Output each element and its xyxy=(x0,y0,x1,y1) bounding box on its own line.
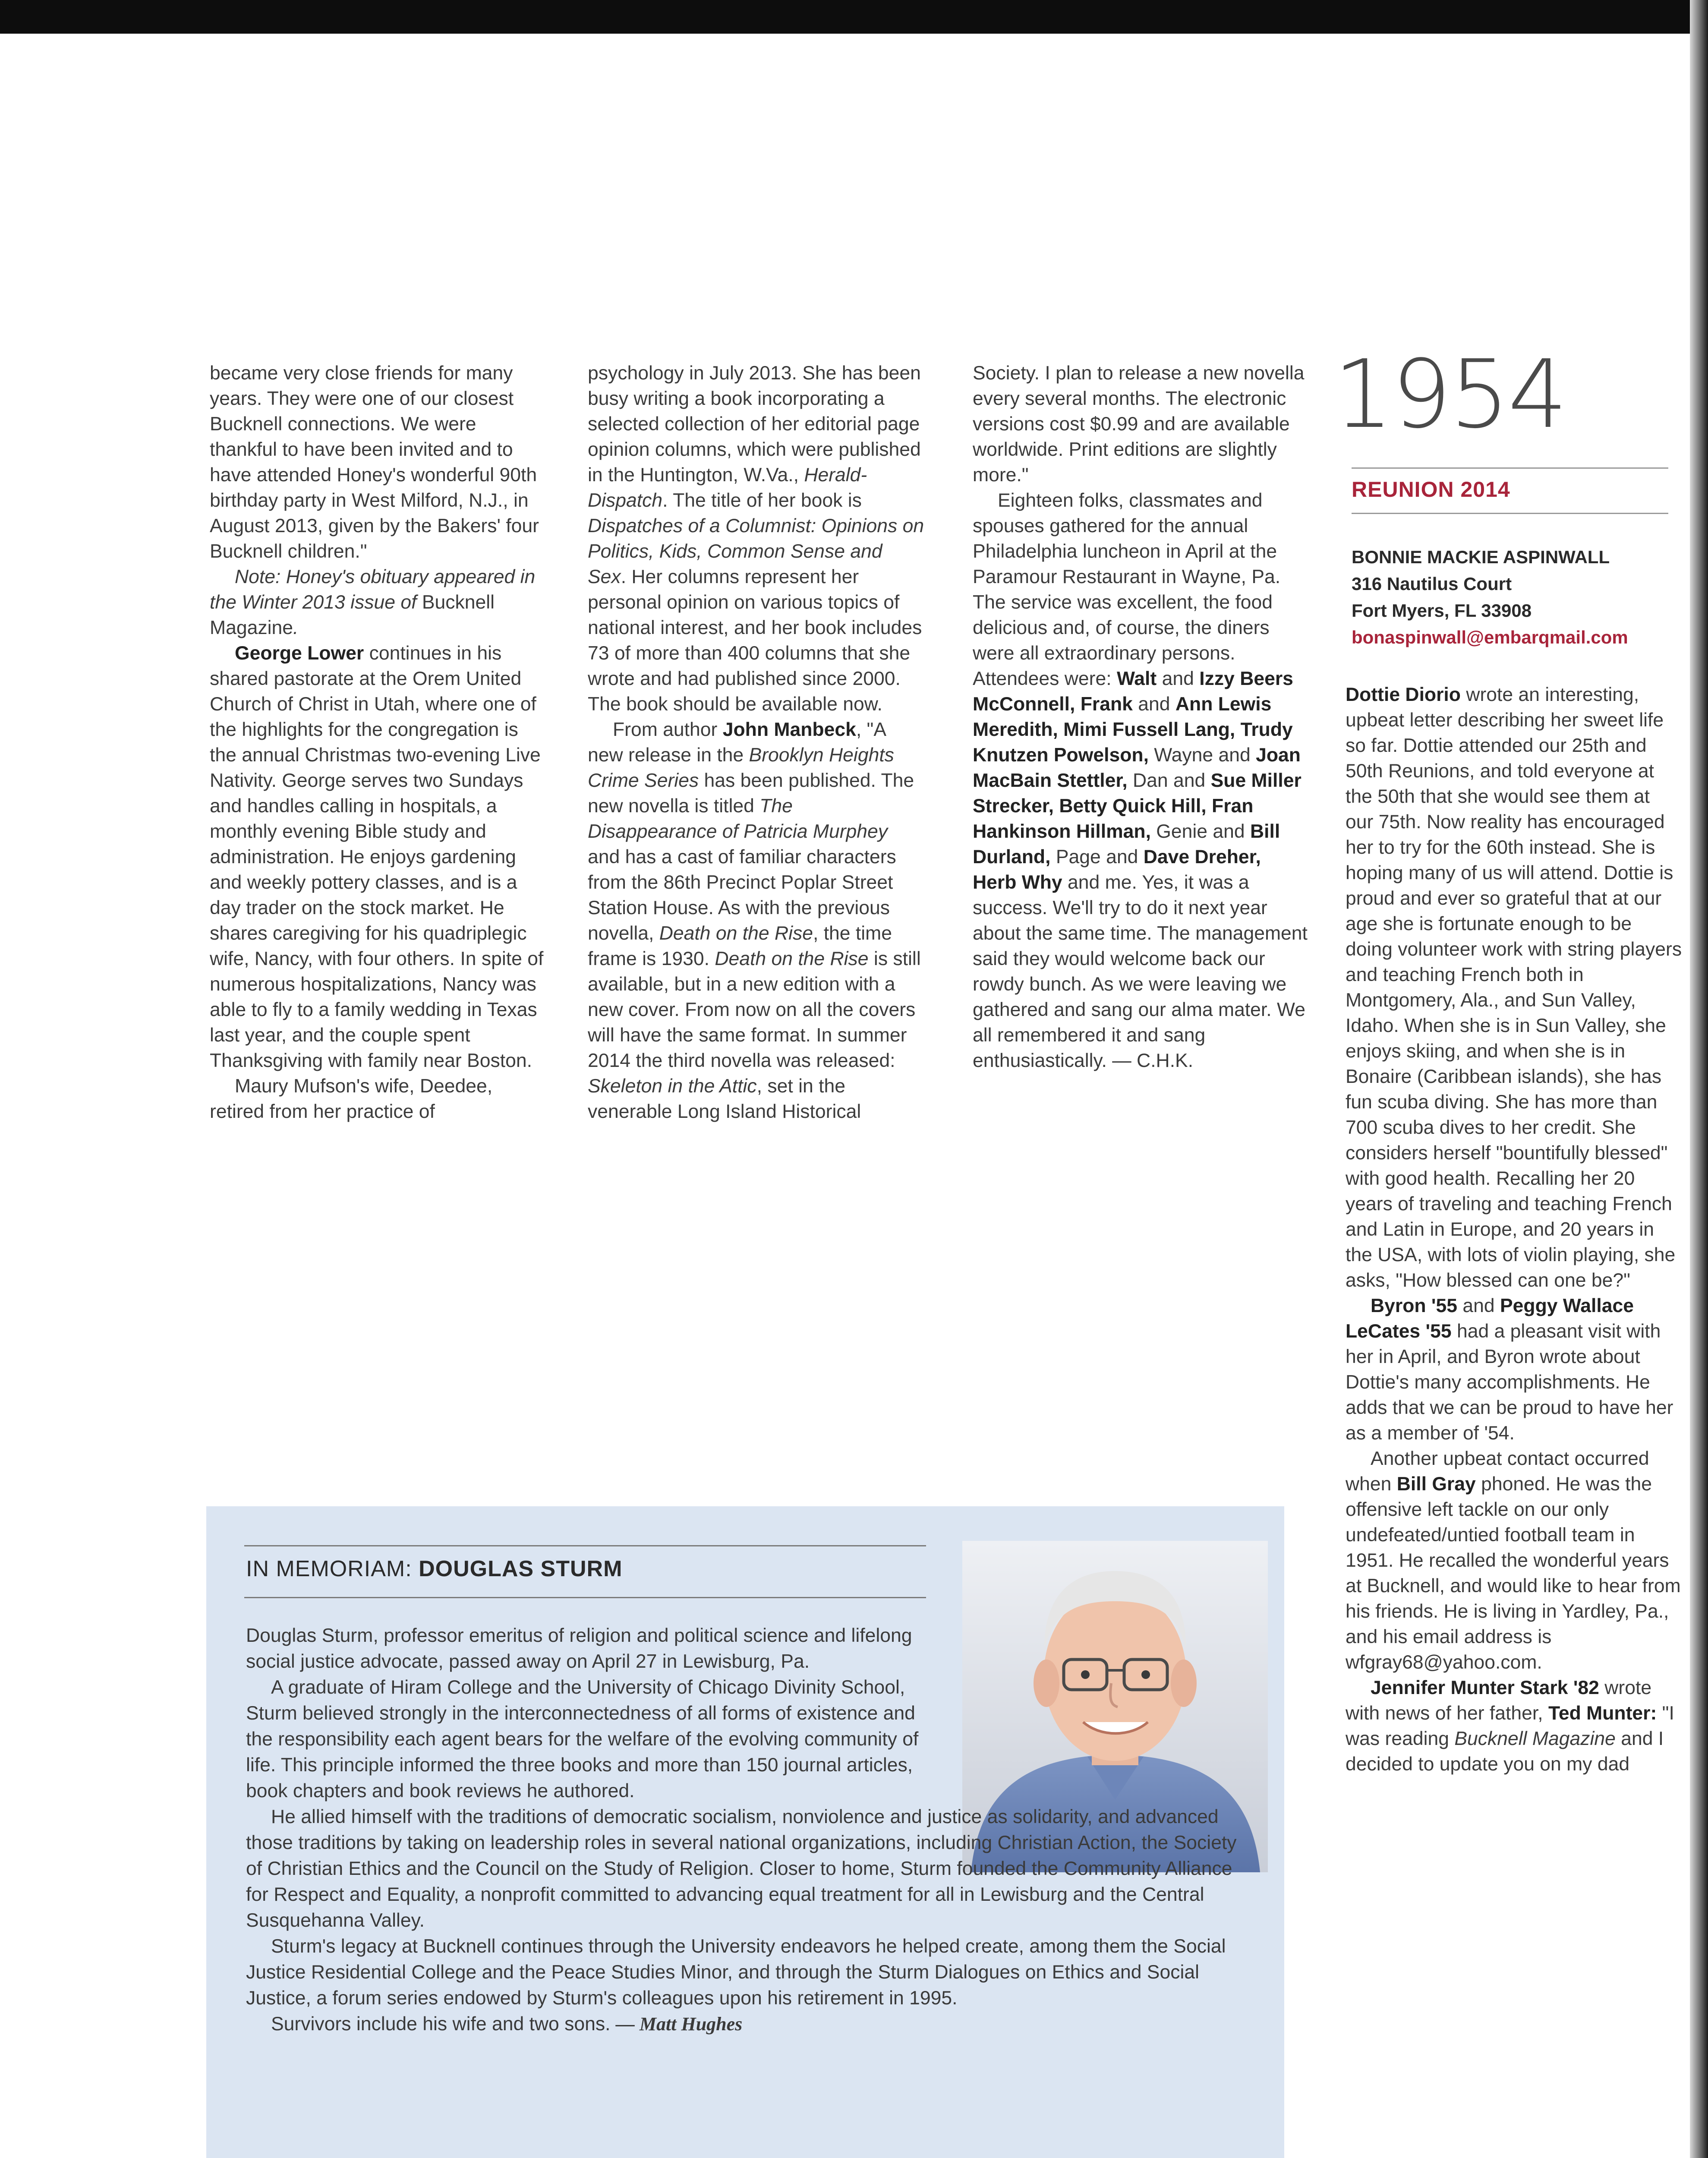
text: wrote with news of her father, xyxy=(1346,1677,1652,1724)
text: and xyxy=(1457,1295,1500,1316)
text: . The title of her book is xyxy=(662,490,862,511)
note-text: Note: Honey's obituary appeared in the Winter 2013 issue of xyxy=(210,566,536,613)
column-2 xyxy=(588,360,924,1124)
name-george-lower: George Lower xyxy=(235,643,364,664)
text: is still available, but in a new edition with a new cover. From now on all the covers will have the same format. In summer 2014 the third novella was released: xyxy=(588,948,921,1071)
col3-paragraph-1: Society. I plan to release a new novella every several months. The electronic versions cost $0.99 and are available worldwide. Print editions are slightly more." xyxy=(973,363,1305,486)
scan-border-right xyxy=(1690,0,1708,2158)
col4-paragraph-3 xyxy=(1346,1446,1682,1675)
text: and xyxy=(1132,694,1175,715)
column-4 xyxy=(1346,682,1682,1777)
text: and has a cast of familiar characters from the 86th Precinct Poplar Street Station House. As with the previous novella, xyxy=(588,846,896,944)
name-john-manbeck: John Manbeck xyxy=(722,719,856,740)
memoriam-paragraph: He allied himself with the traditions of democratic socialism, nonviolence and justice as solidarity, and advanced those traditions by taking on leadership roles in several national organizations, including Christian Action, the Society of Christian Ethics and the Council on the Study of Religion. Closer to home, Sturm founded the Community Alliance for Respect and Equality, a nonprofit committed to advancing equal treatment for all in Lewisburg and the Central Susquehanna Valley. xyxy=(246,1806,1237,1931)
title-dispatches: Dispatches of a Columnist: Opinions on Politics, Kids, Common Sense and Sex xyxy=(588,515,924,587)
memoriam-paragraph: A graduate of Hiram College and the University of Chicago Divinity School, Sturm believed strongly in the interconnectedness of all forms of existence and the responsibility each agent bears for the welfare of the evolving community of life. This principle informed the three books and more than 150 journal articles, book chapters and book reviews he authored. xyxy=(246,1677,919,1801)
text: . Her columns represent her personal opinion on various topics of national interest, and her book includes 73 of more than 400 columns that she wrote and had published since 2000. The book should be available now. xyxy=(588,566,922,715)
text: psychology in July 2013. She has been busy writing a book incorporating a selected collection of her editorial page opinion columns, which were published in the Huntington, W.Va., xyxy=(588,363,921,486)
memoriam-heading xyxy=(246,1556,622,1582)
attendee-name: Walt xyxy=(1116,668,1157,689)
memoriam-name: DOUGLAS STURM xyxy=(419,1556,623,1581)
novella-title: The Disappearance of Patricia Murphey xyxy=(588,795,888,842)
attendee-name: Dave Dreher, Herb Why xyxy=(973,846,1261,893)
novella-title: Skeleton in the Attic xyxy=(588,1076,757,1097)
name-bill-gray: Bill Gray xyxy=(1396,1473,1476,1495)
divider xyxy=(244,1597,926,1598)
col4-paragraph-1 xyxy=(1346,682,1682,1293)
col1-lower-paragraph xyxy=(210,640,546,1073)
col2-paragraph-2 xyxy=(588,717,924,1124)
col1-note xyxy=(210,564,546,640)
magazine-title: Bucknell Magazine xyxy=(1454,1728,1616,1749)
text: and I decided to update you on my dad xyxy=(1346,1728,1664,1775)
text: Genie and xyxy=(1150,821,1251,842)
col3-paragraph-2 xyxy=(973,488,1309,1073)
text: phoned. He was the offensive left tackle on our only undefeated/untied football team in 1951. He recalled the wonderful years at Bucknell, and would like to hear from his friends. He is living in Yardley, Pa., and his email address is wfgray68@yahoo.com. xyxy=(1346,1473,1681,1673)
divider xyxy=(1352,513,1668,514)
text: , "A new release in the xyxy=(588,719,886,766)
divider xyxy=(244,1545,926,1546)
name-ted-munter: Ted Munter: xyxy=(1548,1703,1657,1724)
title-herald: Herald-Dispatch xyxy=(588,464,867,511)
name-peggy: Peggy Wallace LeCates '55 xyxy=(1346,1295,1634,1342)
class-reporter-contact xyxy=(1352,544,1628,651)
text: has been published. The new novella is titled xyxy=(588,770,914,817)
text: and xyxy=(1157,668,1200,689)
col2-paragraph-1 xyxy=(588,360,924,717)
attendee-name: Sue Miller Strecker, Betty Quick Hill, Fran Hankinson Hillman, xyxy=(973,770,1301,842)
memoriam-paragraph: Sturm's legacy at Bucknell continues through the University endeavors he helped create, among them the Social Justice Residential College and the Peace Studies Minor, and through the Sturm Dialogues on Ethics and Social Justice, a forum series endowed by Sturm's colleagues upon his retirement in 1995. xyxy=(246,1936,1226,2009)
class-year-heading: 1954 xyxy=(1333,340,1566,449)
text: , the time frame is 1930. xyxy=(588,923,892,969)
lower-text: continues in his shared pastorate at the Orem United Church of Christ in Utah, where one of the highlights for the congregation is the annual Christmas two-evening Live Nativity. George serves two Sundays and handles calling in hospitals, a monthly evening Bible study and administration. He enjoys gardening and weekly pottery classes, and is a day trader on the stock market. He shares caregiving for his quadriplegic wife, Nancy, with four others. In spite of numerous hospitalizations, Nancy was able to fly to a family wedding in Texas last year, and the couple spent Thanksgiving with family near Boston. xyxy=(210,643,544,1071)
text: Page and xyxy=(1050,846,1144,868)
reunion-label: REUNION 2014 xyxy=(1352,477,1510,502)
col4-paragraph-4 xyxy=(1346,1675,1682,1777)
text: , set in the venerable Long Island Historical xyxy=(588,1076,861,1122)
text: wrote an interesting, upbeat letter describing her sweet life so far. Dottie attended our 25th and 50th Reunions, and told everyone at the 50th that she would see them at our 75th. Now reality has encouraged her to try for the 60th instead. She is hoping many of us will attend. Dottie is proud and ever so grateful that at our age she is fortunate enough to be doing volunteer work with string players and teaching French both in Montgomery, Ala., and Sun Valley, Idaho. When she is in Sun Valley, she enjoys skiing, and when she is in Bonaire (Caribbean islands), she has fun scuba diving. She has more than 700 scuba dives to her credit. She considers herself "bountifully blessed" with good health. Recalling her 20 years of traveling and teaching French and Latin in Europe, and 20 years in the USA, with lots of violin playing, she asks, "How blessed can one be?" xyxy=(1346,684,1682,1291)
column-1 xyxy=(210,360,546,1124)
memoriam-closing xyxy=(246,2011,1238,2037)
in-memoriam-box xyxy=(206,1506,1284,2158)
survivors-text: Survivors include his wife and two sons. xyxy=(271,2013,611,2035)
attendee-name: Izzy Beers McConnell, Frank xyxy=(973,668,1293,715)
col1-mufson-paragraph: Maury Mufson's wife, Deedee, retired from her practice of xyxy=(210,1076,493,1122)
novella-title: Death on the Rise xyxy=(659,923,813,944)
memoriam-text xyxy=(246,1623,1238,2037)
text: Dan and xyxy=(1127,770,1211,791)
contact-name: BONNIE MACKIE ASPINWALL xyxy=(1352,547,1610,567)
attendee-name: Ann Lewis Meredith, Mimi Fussell Lang, Trudy Knutzen Powelson, xyxy=(973,694,1293,766)
series-title: Brooklyn Heights Crime Series xyxy=(588,745,894,791)
text: "I was reading xyxy=(1346,1703,1674,1749)
col4-paragraph-2 xyxy=(1346,1293,1682,1446)
col1-paragraph: became very close friends for many years. They were one of our closest Bucknell connections. We were thankful to have been invited and to have attended Honey's wonderful 90th birthday party in West Milford, N.J., in August 2013, given by the Bakers' four Bucknell children." xyxy=(210,363,539,562)
memoriam-paragraph: Douglas Sturm, professor emeritus of religion and political science and lifelong social justice advocate, passed away on April 27 in Lewisburg, Pa. xyxy=(246,1625,912,1672)
text: Eighteen folks, classmates and spouses gathered for the annual Philadelphia luncheon in April at the Paramour Restaurant in Wayne, Pa. The service was excellent, the food delicious and, of course, the diners were all extraordinary persons. Attendees were: xyxy=(973,490,1281,689)
contact-email-link[interactable]: bonaspinwall@embarqmail.com xyxy=(1352,627,1628,647)
text: and me. Yes, it was a success. We'll try to do it next year about the same time. The management said they would welcome back our rowdy bunch. As we were leaving we gathered and sang our alma mater. We all remembered it and sang enthusiastically. — C.H.K. xyxy=(973,872,1308,1071)
column-3 xyxy=(973,360,1309,1073)
text: From author xyxy=(613,719,723,740)
contact-city: Fort Myers, FL 33908 xyxy=(1352,600,1532,621)
text: Another upbeat contact occurred when xyxy=(1346,1448,1649,1495)
attendee-name: Bill Durland, xyxy=(973,821,1280,868)
text: Wayne and xyxy=(1148,745,1256,766)
contact-address: 316 Nautilus Court xyxy=(1352,574,1512,594)
novella-title: Death on the Rise xyxy=(715,948,869,969)
note-magazine: Bucknell Magazine xyxy=(210,592,495,638)
name-jennifer-stark: Jennifer Munter Stark '82 xyxy=(1371,1677,1599,1698)
name-dottie-diorio: Dottie Diorio xyxy=(1346,684,1461,705)
memoriam-label: IN MEMORIAM: xyxy=(246,1556,419,1581)
name-byron: Byron '55 xyxy=(1371,1295,1458,1316)
note-end: . xyxy=(293,617,299,638)
divider xyxy=(1352,467,1668,469)
author-signature: — Matt Hughes xyxy=(615,2013,743,2035)
attendee-name: Joan MacBain Stettler, xyxy=(973,745,1301,791)
text: had a pleasant visit with her in April, and Byron wrote about Dottie's many accomplishments. He adds that we can be proud to have her as a member of '54. xyxy=(1346,1321,1673,1444)
scan-border-top xyxy=(0,0,1708,34)
